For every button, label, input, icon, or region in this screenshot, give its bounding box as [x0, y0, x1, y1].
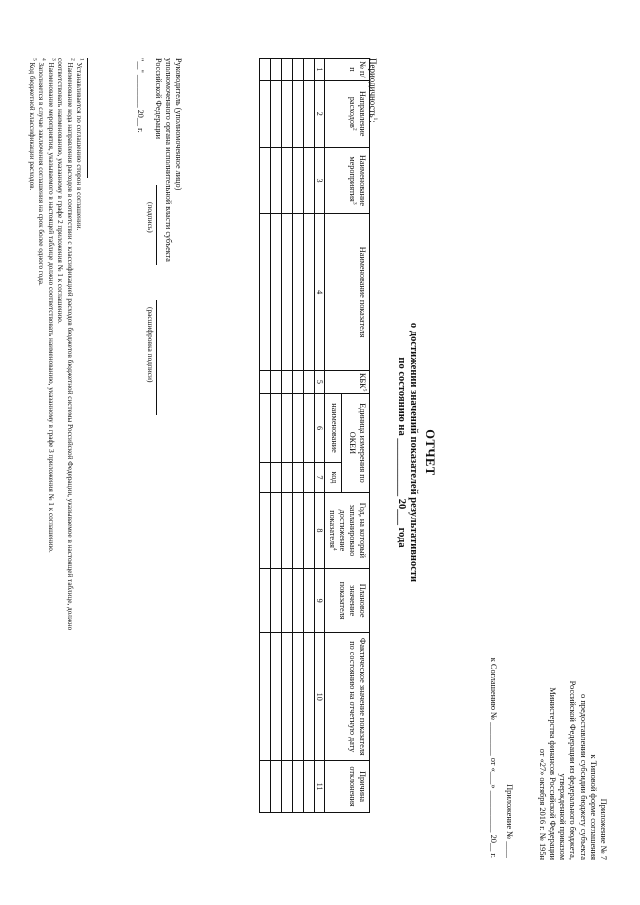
appendix-line: от «27» октября 2016 г. № 195н: [537, 748, 547, 860]
table-header-row: [341, 59, 369, 813]
footnotes: [27, 58, 83, 630]
indicators-table: [259, 58, 370, 813]
col-event-header: Наименование мероприятия$^3$: [325, 147, 370, 214]
col-unit-header: Единица измерения по ОКЕИ: [341, 393, 369, 492]
signature-date: "__" ________ 20__ г.: [136, 58, 145, 133]
col-planned-header: Плановое значение показателя: [325, 568, 370, 632]
col-year-header: Год, на который запланировано достижение показателя$^4$: [325, 492, 370, 568]
footnote-item: $^1$ Устанавливается по соглашению сторон в соглашении.: [75, 58, 85, 231]
document-title: ОТЧЕТ: [423, 429, 437, 476]
appendix-line: Министерства финансов Российской Федерации: [547, 687, 557, 860]
footnote-item: соответствовать наименованию, указанному в графе 2 приложения № 1 к соглашению.: [56, 58, 65, 324]
table-row: [304, 59, 315, 813]
appendix-line: Российской Федерации из федерального бюджета,: [568, 680, 578, 860]
periodicity-label: Периодичность$^1$: ______: [368, 58, 378, 153]
column-number: 4: [315, 214, 325, 371]
agreement-reference: к Соглашению № ________ от «___» __________ 20__ г.: [489, 657, 498, 858]
appendix-line: утвержденной приказом: [558, 773, 568, 860]
table-row: [282, 59, 293, 813]
column-number: 6: [315, 393, 325, 462]
footnote-divider: [87, 58, 88, 178]
signature-caption: (подпись): [146, 202, 155, 233]
document-subtitle: о достижении значений показателей результативности: [408, 322, 419, 583]
col-unit-name-header: наименование: [325, 393, 342, 462]
col-direction-header: Направление расходов$^2$: [325, 80, 370, 147]
signatory-line: Руководитель (уполномоченное лицо): [174, 58, 183, 191]
table-row: [271, 59, 282, 813]
title-block: [396, 0, 437, 905]
column-number: 3: [315, 147, 325, 214]
column-number: 9: [315, 568, 325, 632]
table-row: [293, 59, 304, 813]
signatory-line: Российской Федерации: [153, 58, 163, 140]
footnote-item: $^3$ Наименование мероприятия, указываемого в настоящей таблице должно соответствовать наименованию, указанному в графе 3 приложения № 1 к соглашению.: [46, 58, 57, 553]
column-number: 7: [315, 463, 325, 493]
footnote-item: $^2$ Наименование кода направления расходов в соответствии с классификацией расходов бюджетов бюджетной системы Российской Федерации, указываемое в настоящей таблице, должно: [65, 58, 75, 631]
appendix-header: [537, 681, 608, 860]
table-row: [260, 59, 271, 813]
signature-decryption-field[interactable]: [156, 300, 157, 415]
column-number: 5: [315, 370, 325, 393]
col-num-header: № п/п: [325, 59, 370, 81]
col-unit-code-header: код: [325, 463, 342, 493]
appendix-line: о предоставлении субсидии бюджету субъекта: [578, 694, 588, 860]
signature-decryption-caption: (расшифровка подписи): [146, 307, 155, 383]
column-number: 11: [315, 761, 325, 813]
column-number: 1: [315, 59, 325, 81]
signatory-line: уполномоченного органа исполнительной власти субъекта: [163, 58, 173, 262]
column-number: 8: [315, 492, 325, 568]
signature-field[interactable]: [156, 185, 157, 265]
agreement-appendix-number: Приложение № ____: [505, 784, 514, 858]
appendix-line: к Типовой форме соглашения: [588, 754, 598, 860]
column-number: 2: [315, 80, 325, 147]
column-number-row: [315, 59, 325, 813]
column-number: 10: [315, 633, 325, 761]
col-actual-header: Фактическое значение показателя по состоянию на отчетную дату: [325, 633, 370, 761]
report-date-line: по состоянию на ___________ 20___ года: [396, 357, 407, 548]
footnote-item: $^5$ Код бюджетной классификации расходов.: [27, 58, 38, 191]
appendix-line: Приложение № 7: [599, 798, 608, 860]
footnote-item: $^4$ Заполняется в случае заключения соглашения на срок более одного года.: [37, 58, 47, 286]
col-kbk-header: КБК$^5$: [325, 370, 370, 393]
col-reason-header: Причина отклонения: [325, 761, 370, 813]
col-indicator-header: Наименование показателя: [325, 214, 370, 371]
